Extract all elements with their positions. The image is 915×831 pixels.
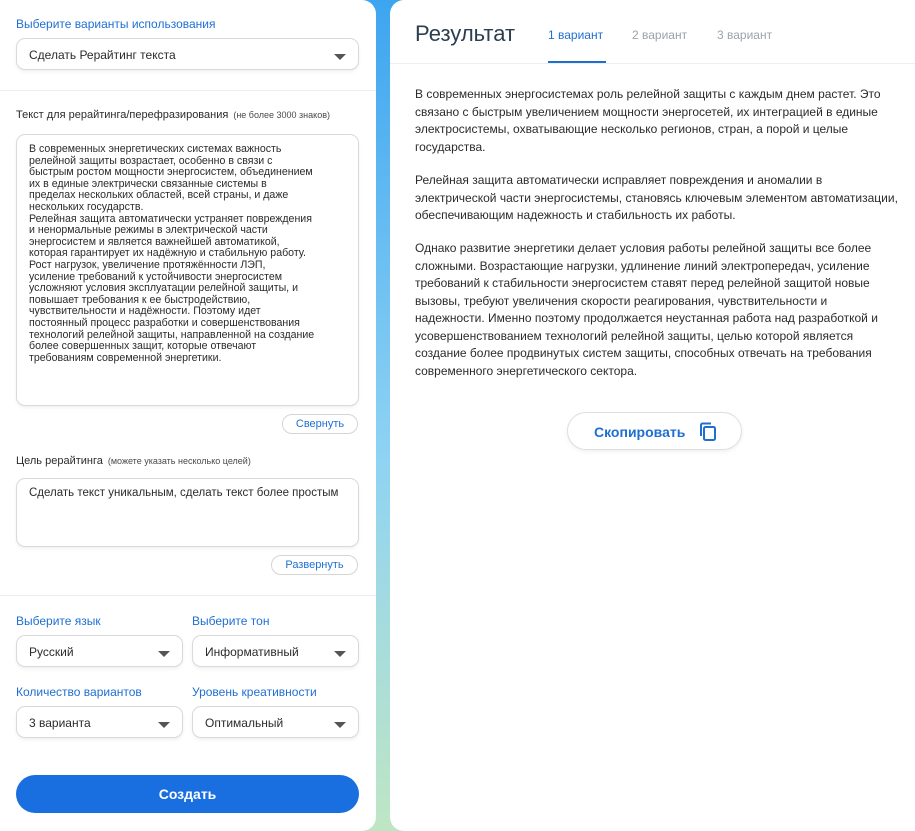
copy-button[interactable]	[567, 412, 742, 450]
result-paragraph: В современных энергосистемах роль релейной защиты с каждым днем растет. Это связано с быстрым увеличением мощности энергосетей, их интеграцией в единые электросистемы, охватывающие несколько регионов, стран, а порой и целые государства.	[415, 87, 881, 154]
chevron-down-icon	[158, 722, 170, 728]
result-panel	[390, 0, 915, 831]
goal-hint: (можете указать несколько целей)	[107, 456, 251, 466]
variants-select[interactable]	[16, 706, 183, 738]
usage-label: Выберите варианты использования	[16, 17, 216, 31]
tone-select-value: Информативный	[205, 645, 299, 659]
chevron-down-icon	[334, 651, 346, 657]
copy-icon	[699, 422, 717, 442]
tone-label: Выберите тон	[192, 614, 270, 628]
variants-label: Количество вариантов	[16, 685, 142, 699]
tab-variant-1[interactable]: 1 вариант	[548, 28, 604, 42]
active-tab-indicator	[548, 61, 606, 63]
source-text-input[interactable]: В современных энергетических системах важность релейной защиты возрастает, особенно в связи с быстрым ростом мощности энергосистем, объединением их в единые электрически связанные системы в пределах нескольких областей, всей страны, и даже нескольких государств. Релейная защита автоматически устраняет повреждения и ненормальные режимы в электрической части энергосистем и является важнейшей автоматикой, которая гарантирует их надёжную и стабильную работу. Рост нагрузок, увеличение протяжённости ЛЭП, усиление требований к устойчивости энергосистем усложняют условия эксплуатации релейной защиты, и повышает требования к ее быстродействию, чувствительности и надёжности. Поэтому идет постоянный процесс разработки и совершенствования технологий релейной защиты, направленной на создание более совершенных защит, которые отвечают требованиям современной энергетики.	[16, 134, 359, 406]
divider	[0, 90, 376, 91]
result-title: Результат	[415, 21, 516, 46]
tabs-divider	[390, 63, 915, 64]
creativity-label: Уровень креативности	[192, 685, 317, 699]
result-paragraph: Однако развитие энергетики делает условия работы релейной защиты все более сложными. Возрастающие нагрузки, удлинение линий электропередач, усиление требований к стабильности энергосистем ставят перед релейной защитой новые вызовы, требуют увеличения скорости реагирования, чувствительности и надежности. Именно поэтому продолжается неустанная работа над разработкой и усовершенствованием технологий релейной защиты, целью которой является создание более продвинутых систем защиты, способных отвечать на требования современного энергетического сектора.	[415, 241, 878, 378]
variants-select-value: 3 варианта	[29, 716, 91, 730]
chevron-down-icon	[158, 651, 170, 657]
result-paragraph: Релейная защита автоматически исправляет повреждения и аномалии в электрической части энергосистемы, становясь ключевым элементом автоматизации, обеспечивающим надежность и стабильность их работы.	[415, 173, 898, 222]
copy-button-label: Скопировать	[594, 424, 686, 440]
expand-button[interactable]: Развернуть	[271, 555, 358, 575]
creativity-select[interactable]	[192, 706, 359, 738]
create-button[interactable]: Создать	[16, 775, 359, 813]
language-select[interactable]	[16, 635, 183, 667]
tone-select[interactable]	[192, 635, 359, 667]
goal-input[interactable]: Сделать текст уникальным, сделать текст более простым	[16, 478, 359, 547]
divider	[0, 595, 376, 596]
text-input-label-row	[16, 109, 330, 121]
language-select-value: Русский	[29, 645, 74, 659]
goal-label: Цель рерайтинга	[16, 455, 103, 467]
tab-variant-3[interactable]: 3 вариант	[717, 28, 773, 42]
chevron-down-icon	[334, 54, 346, 60]
tab-variant-2[interactable]: 2 вариант	[632, 28, 688, 42]
language-label: Выберите язык	[16, 614, 101, 628]
text-input-hint: (не более 3000 знаков)	[233, 110, 330, 120]
settings-panel	[0, 0, 376, 831]
collapse-button[interactable]: Свернуть	[282, 414, 358, 434]
usage-select-value: Сделать Рерайтинг текста	[29, 48, 176, 62]
chevron-down-icon	[334, 722, 346, 728]
goal-label-row	[16, 455, 251, 467]
text-input-label: Текст для рерайтинга/перефразирования	[16, 109, 229, 121]
creativity-select-value: Оптимальный	[205, 716, 284, 730]
usage-select[interactable]	[16, 38, 359, 70]
